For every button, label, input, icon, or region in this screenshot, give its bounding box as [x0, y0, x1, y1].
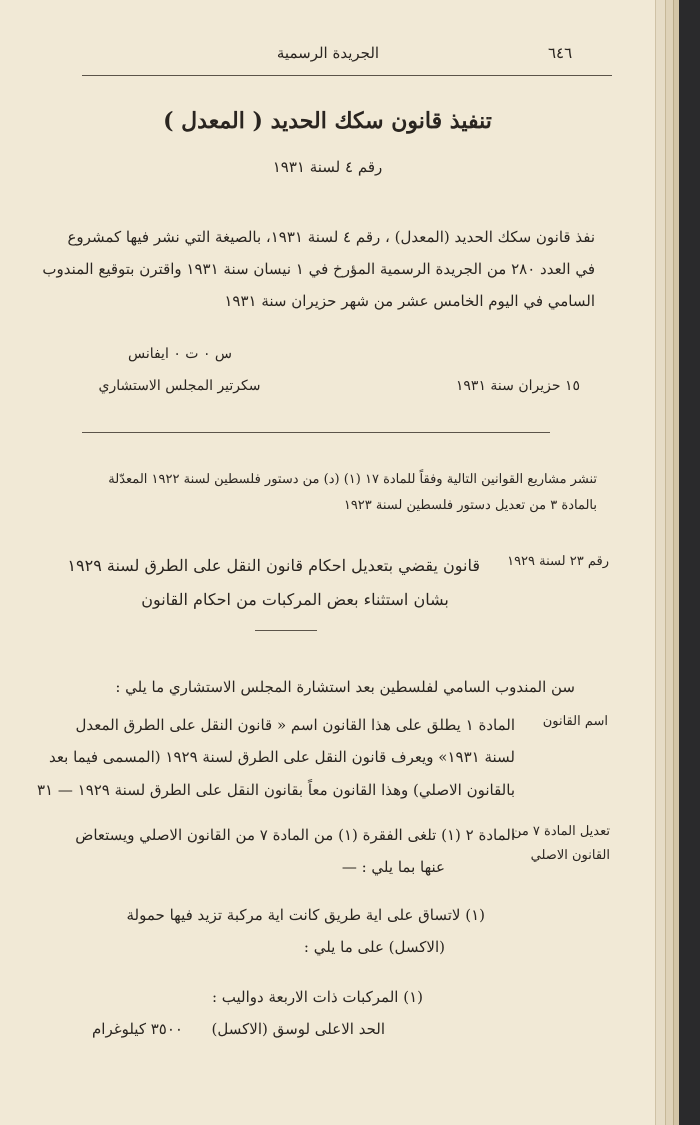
notice-body-line: في العدد ٢٨٠ من الجريدة الرسمية المؤرخ في ١ نيسان سنة ١٩٣١ واقترن بتوقيع المندوب [42, 260, 595, 278]
bill-number: رقم ٢٣ لسنة ١٩٢٩ [507, 554, 609, 569]
book-binding [679, 0, 700, 1125]
enacting-clause: سن المندوب السامي لفلسطين بعد استشارة المجلس الاستشاري ما يلي : [115, 678, 575, 696]
sub-clause-heading: (١) المركبات ذات الاربعة دواليب : [211, 988, 423, 1006]
publication-intro-line: بالمادة ٣ من تعديل دستور فلسطين لسنة ١٩٢٣ [343, 498, 597, 513]
article2-margin-note: القانون الاصلي [530, 848, 610, 863]
article2-line: عنها بما يلي : — [341, 858, 445, 876]
article1-line: بالقانون الاصلي) وهذا القانون معاً بقانون النقل على الطرق لسنة ١٩٢٩ — ٣١ [36, 781, 515, 799]
signatory-title: سكرتير المجلس الاستشاري [98, 378, 261, 394]
clause1-line: (١) لاتساق على اية طريق كانت اية مركبة تزيد فيها حمولة [126, 906, 485, 924]
page-number: ٦٤٦ [548, 44, 573, 62]
clause1-line: (الاكسل) على ما يلي : [303, 938, 445, 956]
notice-body-line: السامي في اليوم الخامس عشر من شهر حزيران سنة ١٩٣١ [224, 292, 595, 310]
section-divider [82, 432, 550, 433]
article1-line: لسنة ١٩٣١» ويعرف قانون النقل على الطرق لسنة ١٩٢٩ (المسمى فيما بعد [49, 748, 515, 766]
publication-intro-line: تنشر مشاريع القوانين التالية وفقاً للمادة ١٧ (١) (د) من دستور فلسطين لسنة ١٩٢٢ المعدّلة [108, 472, 597, 487]
axle-limit-value: ٣٥٠٠ كيلوغرام [92, 1020, 183, 1038]
signatory-name: س ٠ ت ٠ ايفانس [127, 346, 233, 362]
article2-margin-note: تعديل المادة ٧ من [511, 824, 610, 839]
bill-title-line: بشان استثناء بعض المركبات من احكام القانون [141, 590, 449, 609]
bill-title-line: قانون يقضي بتعديل احكام قانون النقل على الطرق لسنة ١٩٢٩ [67, 556, 480, 575]
notice-date: ١٥ حزيران سنة ١٩٣١ [455, 378, 580, 394]
article1-margin-note: اسم القانون [542, 714, 608, 729]
article1-line: المادة ١ يطلق على هذا القانون اسم « قانون النقل على الطرق المعدل [75, 716, 515, 734]
notice-subtitle: رقم ٤ لسنة ١٩٣١ [272, 158, 383, 176]
header-rule [82, 75, 612, 76]
notice-body-line: نفذ قانون سكك الحديد (المعدل) ، رقم ٤ لسنة ١٩٣١، بالصيغة التي نشر فيها كمشروع [67, 228, 595, 246]
article2-line: المادة ٢ (١) تلغى الفقرة (١) من المادة ٧ من القانون الاصلي ويستعاض [75, 826, 515, 844]
axle-limit-label: الحد الاعلى لوسق (الاكسل) [211, 1020, 385, 1038]
title-rule [255, 630, 317, 631]
notice-title: تنفيذ قانون سكك الحديد ( المعدل ) [163, 108, 492, 134]
running-title: الجريدة الرسمية [276, 44, 380, 62]
